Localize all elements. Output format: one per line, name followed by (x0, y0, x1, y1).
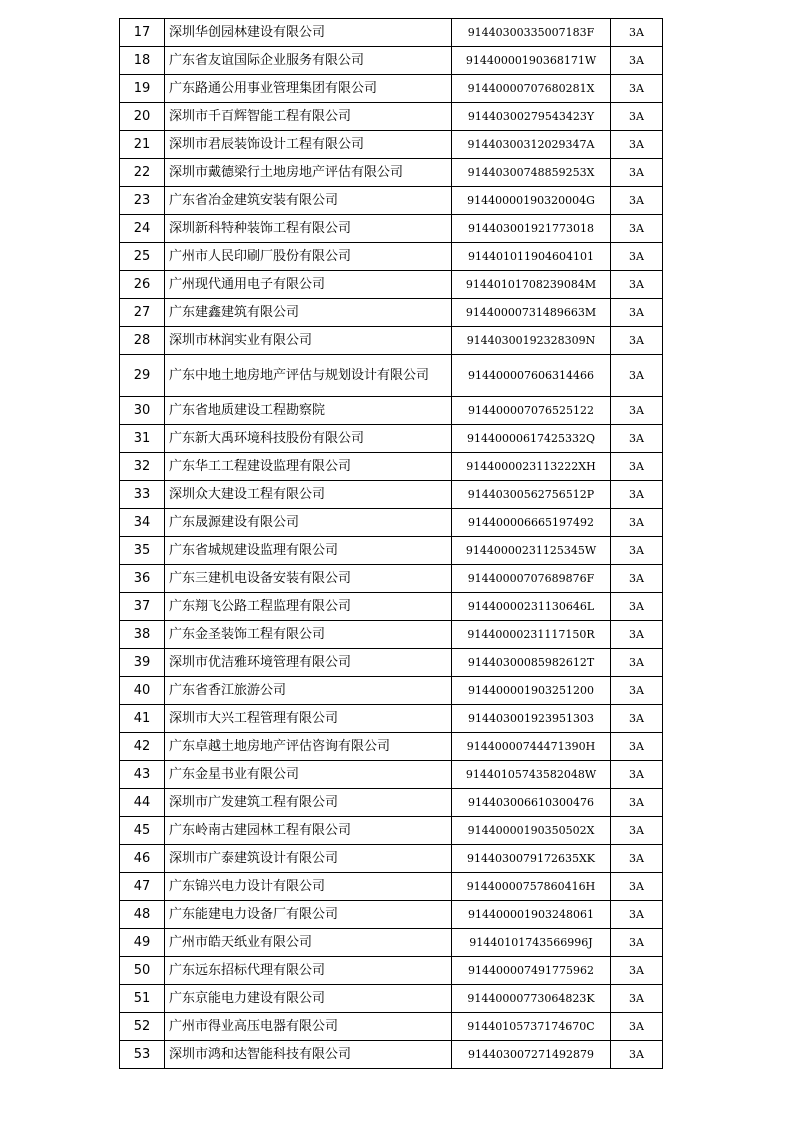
rating-grade-cell: 3A (611, 327, 663, 355)
table-row (120, 621, 663, 649)
rating-grade-cell: 3A (611, 677, 663, 705)
row-number-cell: 49 (120, 929, 165, 957)
row-number-cell: 44 (120, 789, 165, 817)
credit-code-cell: 91440105743582048W (452, 761, 611, 789)
company-name-cell: 深圳市千百辉智能工程有限公司 (165, 103, 452, 131)
credit-code-cell: 914401011904604101 (452, 243, 611, 271)
credit-code-cell: 91440000190320004G (452, 187, 611, 215)
credit-code-cell: 9144000023113222XH (452, 453, 611, 481)
row-number-cell: 28 (120, 327, 165, 355)
rating-grade-cell: 3A (611, 621, 663, 649)
credit-code-cell: 91440000707680281X (452, 75, 611, 103)
row-number-cell: 25 (120, 243, 165, 271)
company-name-cell: 广东省香江旅游公司 (165, 677, 452, 705)
rating-grade-cell: 3A (611, 1041, 663, 1069)
row-number-cell: 43 (120, 761, 165, 789)
rating-grade-cell: 3A (611, 243, 663, 271)
row-number-cell: 20 (120, 103, 165, 131)
credit-code-cell: 91440300748859253X (452, 159, 611, 187)
company-name-cell: 广东远东招标代理有限公司 (165, 957, 452, 985)
company-name-cell: 广东路通公用事业管理集团有限公司 (165, 75, 452, 103)
rating-grade-cell: 3A (611, 789, 663, 817)
company-name-cell: 广东省冶金建筑安装有限公司 (165, 187, 452, 215)
credit-code-cell: 914400001903251200 (452, 677, 611, 705)
rating-grade-cell: 3A (611, 873, 663, 901)
company-name-cell: 深圳市君辰装饰设计工程有限公司 (165, 131, 452, 159)
row-number-cell: 47 (120, 873, 165, 901)
rating-grade-cell: 3A (611, 1013, 663, 1041)
company-name-cell: 深圳众大建设工程有限公司 (165, 481, 452, 509)
rating-grade-cell: 3A (611, 593, 663, 621)
credit-code-cell: 91440000190350502X (452, 817, 611, 845)
rating-grade-cell: 3A (611, 537, 663, 565)
company-name-cell: 广东卓越土地房地产评估咨询有限公司 (165, 733, 452, 761)
rating-grade-cell: 3A (611, 299, 663, 327)
table-row (120, 565, 663, 593)
table-row (120, 845, 663, 873)
table-row (120, 1041, 663, 1069)
credit-code-cell: 91440000773064823K (452, 985, 611, 1013)
company-name-cell: 深圳市广泰建筑设计有限公司 (165, 845, 452, 873)
table-row (120, 131, 663, 159)
row-number-cell: 32 (120, 453, 165, 481)
credit-code-cell: 914403001921773018 (452, 215, 611, 243)
company-name-cell: 广东省友谊国际企业服务有限公司 (165, 47, 452, 75)
credit-code-cell: 914403006610300476 (452, 789, 611, 817)
company-name-cell: 深圳市林润实业有限公司 (165, 327, 452, 355)
row-number-cell: 31 (120, 425, 165, 453)
credit-rating-table-body (120, 19, 663, 1069)
row-number-cell: 23 (120, 187, 165, 215)
credit-code-cell: 91440300192328309N (452, 327, 611, 355)
row-number-cell: 37 (120, 593, 165, 621)
row-number-cell: 36 (120, 565, 165, 593)
company-name-cell: 深圳华创园林建设有限公司 (165, 19, 452, 47)
company-name-cell: 广东三建机电设备安装有限公司 (165, 565, 452, 593)
company-name-cell: 广东京能电力建设有限公司 (165, 985, 452, 1013)
rating-grade-cell: 3A (611, 481, 663, 509)
credit-code-cell: 914403007271492879 (452, 1041, 611, 1069)
table-row (120, 789, 663, 817)
rating-grade-cell: 3A (611, 649, 663, 677)
rating-grade-cell: 3A (611, 705, 663, 733)
table-row (120, 19, 663, 47)
rating-grade-cell: 3A (611, 75, 663, 103)
rating-grade-cell: 3A (611, 901, 663, 929)
table-row (120, 425, 663, 453)
credit-code-cell: 91440105737174670C (452, 1013, 611, 1041)
row-number-cell: 53 (120, 1041, 165, 1069)
rating-grade-cell: 3A (611, 817, 663, 845)
table-row (120, 159, 663, 187)
company-name-cell: 广东金圣装饰工程有限公司 (165, 621, 452, 649)
credit-code-cell: 91440000731489663M (452, 299, 611, 327)
company-name-cell: 深圳市大兴工程管理有限公司 (165, 705, 452, 733)
row-number-cell: 48 (120, 901, 165, 929)
rating-grade-cell: 3A (611, 19, 663, 47)
company-name-cell: 广州现代通用电子有限公司 (165, 271, 452, 299)
row-number-cell: 38 (120, 621, 165, 649)
company-name-cell: 广州市得业高压电器有限公司 (165, 1013, 452, 1041)
company-name-cell: 广州市人民印刷厂股份有限公司 (165, 243, 452, 271)
rating-grade-cell: 3A (611, 733, 663, 761)
credit-code-cell: 914400007491775962 (452, 957, 611, 985)
credit-code-cell: 914400007076525122 (452, 397, 611, 425)
table-row (120, 47, 663, 75)
credit-code-cell: 914403001923951303 (452, 705, 611, 733)
table-row (120, 677, 663, 705)
rating-grade-cell: 3A (611, 355, 663, 397)
company-name-cell: 深圳市鸿和达智能科技有限公司 (165, 1041, 452, 1069)
table-row (120, 75, 663, 103)
credit-code-cell: 9144030079172635XK (452, 845, 611, 873)
row-number-cell: 41 (120, 705, 165, 733)
table-row (120, 817, 663, 845)
rating-grade-cell: 3A (611, 509, 663, 537)
table-row (120, 985, 663, 1013)
row-number-cell: 50 (120, 957, 165, 985)
table-row (120, 103, 663, 131)
credit-code-cell: 914400007606314466 (452, 355, 611, 397)
table-row (120, 929, 663, 957)
row-number-cell: 17 (120, 19, 165, 47)
row-number-cell: 19 (120, 75, 165, 103)
table-row (120, 761, 663, 789)
rating-grade-cell: 3A (611, 565, 663, 593)
rating-grade-cell: 3A (611, 103, 663, 131)
company-name-cell: 广东锦兴电力设计有限公司 (165, 873, 452, 901)
company-name-cell: 广东华工工程建设监理有限公司 (165, 453, 452, 481)
table-row (120, 1013, 663, 1041)
rating-grade-cell: 3A (611, 271, 663, 299)
credit-code-cell: 91440300335007183F (452, 19, 611, 47)
company-name-cell: 广州市皓天纸业有限公司 (165, 929, 452, 957)
rating-grade-cell: 3A (611, 845, 663, 873)
credit-rating-table (119, 18, 663, 1069)
company-name-cell: 深圳市广发建筑工程有限公司 (165, 789, 452, 817)
row-number-cell: 34 (120, 509, 165, 537)
credit-code-cell: 91440000617425332Q (452, 425, 611, 453)
table-row (120, 327, 663, 355)
credit-code-cell: 91440000231125345W (452, 537, 611, 565)
company-name-cell: 深圳新科特种装饰工程有限公司 (165, 215, 452, 243)
company-name-cell: 广东岭南古建园林工程有限公司 (165, 817, 452, 845)
credit-code-cell: 91440101708239084M (452, 271, 611, 299)
credit-code-cell: 914400006665197492 (452, 509, 611, 537)
company-name-cell: 广东金星书业有限公司 (165, 761, 452, 789)
row-number-cell: 35 (120, 537, 165, 565)
company-name-cell: 广东晟源建设有限公司 (165, 509, 452, 537)
table-row (120, 901, 663, 929)
company-name-cell: 广东中地土地房地产评估与规划设计有限公司 (165, 355, 452, 397)
credit-code-cell: 91440000190368171W (452, 47, 611, 75)
table-row (120, 355, 663, 397)
table-row (120, 453, 663, 481)
row-number-cell: 51 (120, 985, 165, 1013)
row-number-cell: 45 (120, 817, 165, 845)
table-row (120, 299, 663, 327)
row-number-cell: 33 (120, 481, 165, 509)
company-name-cell: 广东省地质建设工程勘察院 (165, 397, 452, 425)
row-number-cell: 42 (120, 733, 165, 761)
table-row (120, 705, 663, 733)
table-row (120, 187, 663, 215)
table-row (120, 649, 663, 677)
rating-grade-cell: 3A (611, 957, 663, 985)
table-row (120, 537, 663, 565)
credit-code-cell: 91440300562756512P (452, 481, 611, 509)
credit-code-cell: 91440000757860416H (452, 873, 611, 901)
table-row (120, 397, 663, 425)
row-number-cell: 29 (120, 355, 165, 397)
rating-grade-cell: 3A (611, 187, 663, 215)
table-row (120, 481, 663, 509)
row-number-cell: 26 (120, 271, 165, 299)
credit-code-cell: 91440101743566996J (452, 929, 611, 957)
row-number-cell: 18 (120, 47, 165, 75)
company-name-cell: 广东翔飞公路工程监理有限公司 (165, 593, 452, 621)
credit-code-cell: 91440300312029347A (452, 131, 611, 159)
row-number-cell: 40 (120, 677, 165, 705)
credit-code-cell: 91440000231130646L (452, 593, 611, 621)
row-number-cell: 39 (120, 649, 165, 677)
rating-grade-cell: 3A (611, 47, 663, 75)
row-number-cell: 30 (120, 397, 165, 425)
row-number-cell: 52 (120, 1013, 165, 1041)
credit-code-cell: 91440300085982612T (452, 649, 611, 677)
rating-grade-cell: 3A (611, 131, 663, 159)
table-row (120, 957, 663, 985)
table-row (120, 873, 663, 901)
row-number-cell: 46 (120, 845, 165, 873)
row-number-cell: 24 (120, 215, 165, 243)
company-name-cell: 深圳市优洁雅环境管理有限公司 (165, 649, 452, 677)
row-number-cell: 27 (120, 299, 165, 327)
company-name-cell: 深圳市戴德梁行土地房地产评估有限公司 (165, 159, 452, 187)
table-row (120, 215, 663, 243)
rating-grade-cell: 3A (611, 215, 663, 243)
rating-grade-cell: 3A (611, 761, 663, 789)
rating-grade-cell: 3A (611, 397, 663, 425)
credit-code-cell: 91440300279543423Y (452, 103, 611, 131)
table-row (120, 271, 663, 299)
table-row (120, 509, 663, 537)
credit-code-cell: 914400001903248061 (452, 901, 611, 929)
company-name-cell: 广东省城规建设监理有限公司 (165, 537, 452, 565)
credit-code-cell: 91440000707689876F (452, 565, 611, 593)
rating-grade-cell: 3A (611, 425, 663, 453)
company-name-cell: 广东新大禹环境科技股份有限公司 (165, 425, 452, 453)
rating-grade-cell: 3A (611, 985, 663, 1013)
company-name-cell: 广东建鑫建筑有限公司 (165, 299, 452, 327)
table-row (120, 733, 663, 761)
credit-code-cell: 91440000231117150R (452, 621, 611, 649)
rating-grade-cell: 3A (611, 929, 663, 957)
row-number-cell: 22 (120, 159, 165, 187)
table-row (120, 243, 663, 271)
credit-code-cell: 91440000744471390H (452, 733, 611, 761)
company-name-cell: 广东能建电力设备厂有限公司 (165, 901, 452, 929)
row-number-cell: 21 (120, 131, 165, 159)
rating-grade-cell: 3A (611, 453, 663, 481)
rating-grade-cell: 3A (611, 159, 663, 187)
table-row (120, 593, 663, 621)
